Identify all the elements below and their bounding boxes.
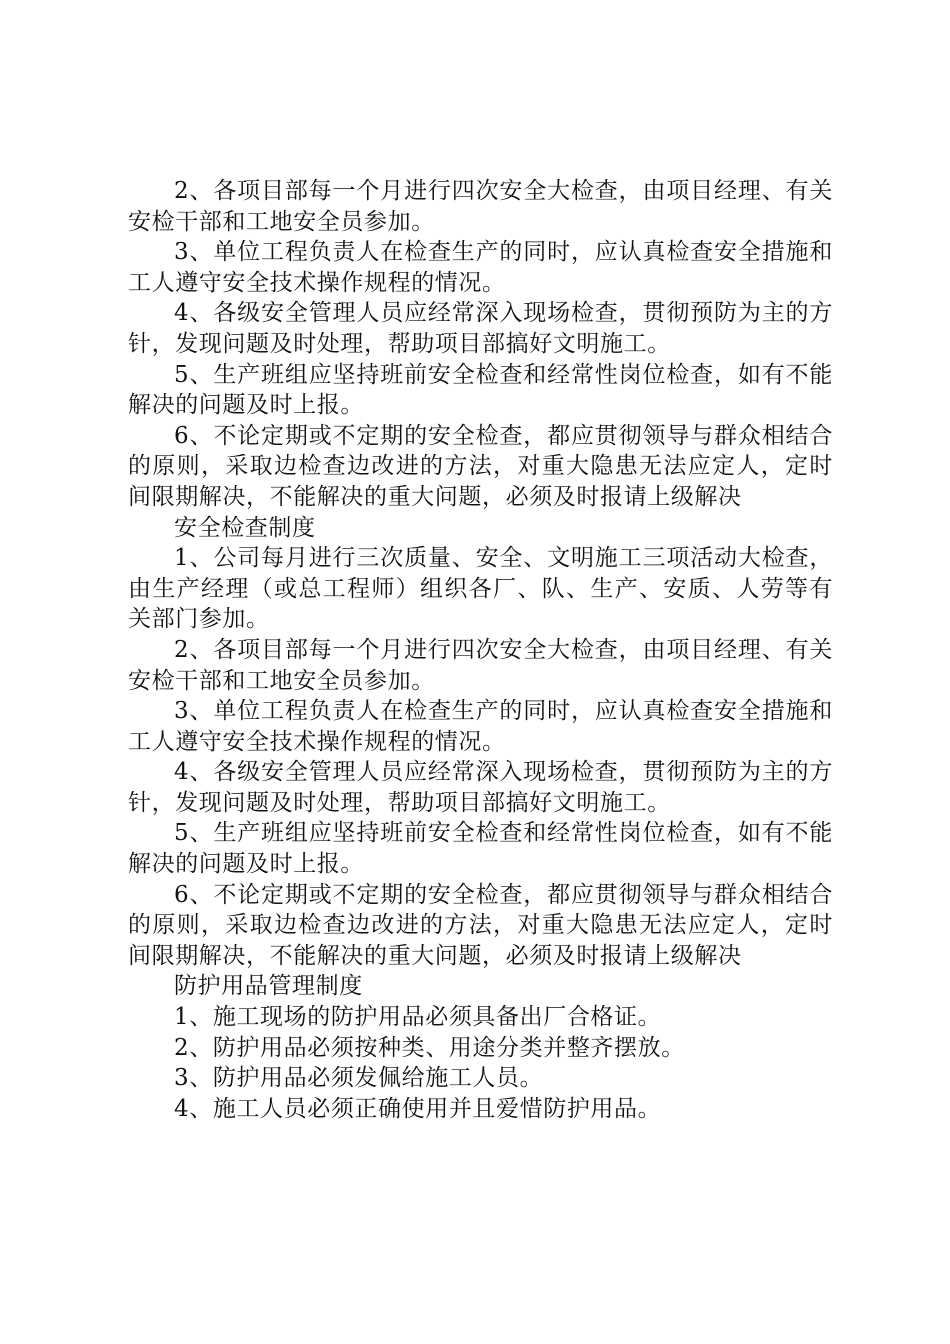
paragraph: 2、各项目部每一个月进行四次安全大检查，由项目经理、有关安检干部和工地安全员参加。 <box>128 178 833 235</box>
paragraph: 1、公司每月进行三次质量、安全、文明施工三项活动大检查，由生产经理（或总工程师）组织各厂、队、生产、安质、人劳等有关部门参加。 <box>128 545 833 633</box>
paragraph: 2、各项目部每一个月进行四次安全大检查，由项目经理、有关安检干部和工地安全员参加。 <box>128 636 833 694</box>
paragraph: 4、各级安全管理人员应经常深入现场检查，贯彻预防为主的方针，发现问题及时处理，帮助项目部搞好文明施工。 <box>128 759 833 816</box>
paragraph: 3、防护用品必须发佩给施工人员。 <box>174 1065 544 1092</box>
paragraph: 5、生产班组应坚持班前安全检查和经常性岗位检查，如有不能解决的问题及时上报。 <box>128 361 833 419</box>
paragraph: 6、不论定期或不定期的安全检查，都应贯彻领导与群众相结合的原则，采取边检查边改进的方法，对重大隐患无法应定人，定时间限期解决，不能解决的重大问题，必须及时报请上级解决 <box>128 422 833 510</box>
paragraph: 3、单位工程负责人在检查生产的同时，应认真检查安全措施和工人遵守安全技术操作规程的情况。 <box>128 239 833 296</box>
section-heading: 安全检查制度 <box>174 514 316 541</box>
paragraph: 1、施工现场的防护用品必须具备出厂合格证。 <box>174 1004 662 1031</box>
section-heading: 防护用品管理制度 <box>174 973 363 1000</box>
document-body <box>128 176 833 1124</box>
paragraph: 4、各级安全管理人员应经常深入现场检查，贯彻预防为主的方针，发现问题及时处理，帮助项目部搞好文明施工。 <box>128 300 833 357</box>
paragraph: 2、防护用品必须按种类、用途分类并整齐摆放。 <box>174 1034 685 1061</box>
paragraph: 3、单位工程负责人在检查生产的同时，应认真检查安全措施和工人遵守安全技术操作规程的情况。 <box>128 698 833 755</box>
paragraph: 5、生产班组应坚持班前安全检查和经常性岗位检查，如有不能解决的问题及时上报。 <box>128 820 833 878</box>
paragraph: 4、施工人员必须正确使用并且爱惜防护用品。 <box>174 1095 662 1122</box>
paragraph: 6、不论定期或不定期的安全检查，都应贯彻领导与群众相结合的原则，采取边检查边改进的方法，对重大隐患无法应定人，定时间限期解决，不能解决的重大问题，必须及时报请上级解决 <box>128 881 833 969</box>
